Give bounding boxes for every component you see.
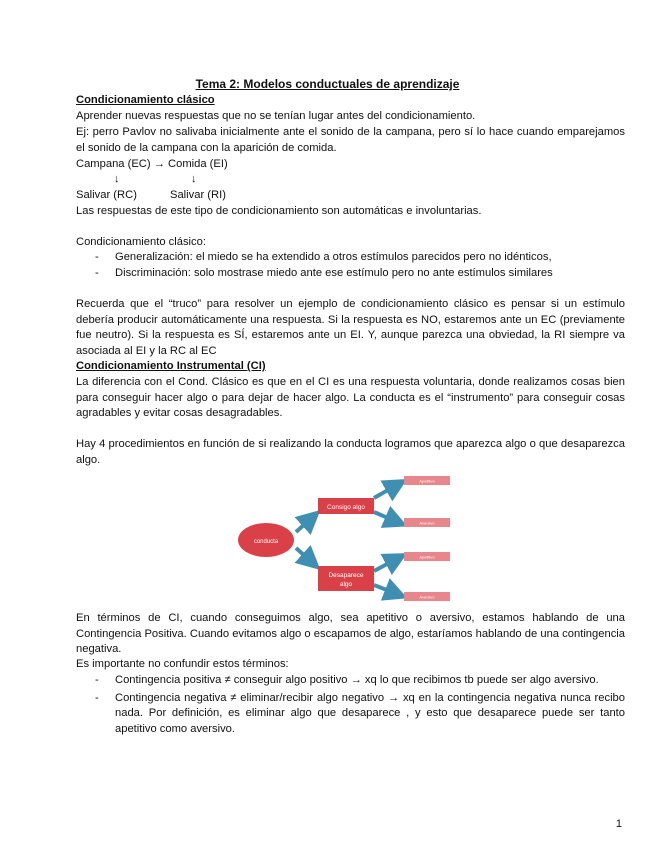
desaparece-label-2: algo <box>339 581 353 588</box>
paragraph: Es importante no confundir estos términos: <box>76 658 289 670</box>
paragraph: Aprender nuevas respuestas que no se tenían lugar antes del condicionamiento. <box>76 110 476 122</box>
section-heading-instrumental: Condicionamiento Instrumental (CI) <box>76 360 266 372</box>
bullet-list <box>95 250 625 281</box>
list-item: - Discriminación: solo mostrase miedo ante ese estímulo pero no ante estímulos similares <box>95 266 625 282</box>
page-title: Tema 2: Modelos conductuales de aprendizaje <box>195 77 460 91</box>
outcome-label: Aversivo <box>419 594 435 600</box>
list-intro: Condicionamiento clásico: <box>76 236 206 248</box>
outcome-label: Aversivo <box>419 520 435 526</box>
paragraph: Recuerda que el “truco” para resolver un ejemplo de condicionamiento clásico es pensar si un estímulo debería producir automáticamente una respuesta. Si la respuesta es NO, estaremos ante un EC (previamente fue neutro). Si la respuesta es SÍ, estaremos ante un EI. Y, aunque parezca una obviedad, la RI siempre va asociada al EI y la RC al EC <box>76 298 625 357</box>
scheme-right: Salivar (RI) <box>170 189 226 201</box>
bullet-list <box>95 673 625 737</box>
arrow-out-2 <box>374 512 402 524</box>
arrow-down-icon: ↓ <box>114 173 120 185</box>
arrow-out-4 <box>374 585 402 596</box>
arrow-down-icon: ↓ <box>191 173 197 185</box>
arrow-out-1 <box>374 482 402 498</box>
desaparece-label-1: Desaparece <box>328 572 364 579</box>
arrow-to-desaparece <box>296 548 316 566</box>
arrow-out-3 <box>374 556 402 571</box>
scheme-line: Campana (EC) → Comida (EI) <box>76 158 228 170</box>
paragraph: La diferencia con el Cond. Clásico es que en el CI es una respuesta voluntaria, donde realizamos cosas bien para conseguir hacer algo o para dejar de hacer algo. La conducta es el “instrumento” para conseguir cosas agradables y evitar cosas desagradables. <box>76 376 625 420</box>
conducta-label: conducta <box>253 539 279 545</box>
page-number: 1 <box>615 818 622 830</box>
list-item: - Contingencia negativa ≠ eliminar/recibir algo negativo → xq en la contingencia negativa nunca recibo nada. Por definición, es eliminar algo que desaparece , y esto que desaparece puede ser tanto apetitivo como aversivo. <box>95 691 625 738</box>
paragraph: Las respuestas de este tipo de condicionamiento son automáticas e involuntarias. <box>76 205 482 217</box>
paragraph: Ej: perro Pavlov no salivaba inicialmente ante el sonido de la campana, pero sí lo hace cuando emparejamos el sonido de la campana con la aparición de comida. <box>76 126 625 154</box>
consigo-algo-label: Consigo algo <box>327 504 365 511</box>
paragraph: En términos de CI, cuando conseguimos algo, sea apetitivo o aversivo, estamos hablando de una Contingencia Positiva. Cuando evitamos algo o escapamos de algo, estaríamos hablando de una contingencia negativa. <box>76 612 625 656</box>
section-heading-clasico: Condicionamiento clásico <box>76 94 215 106</box>
outcome-label: Apetitivo <box>419 478 435 484</box>
list-item: - Contingencia positiva ≠ conseguir algo positivo → xq lo que recibimos tb puede ser algo aversivo. <box>95 673 625 689</box>
contingency-diagram <box>238 468 458 608</box>
scheme-left: Salivar (RC) <box>76 189 137 201</box>
paragraph: Hay 4 procedimientos en función de si realizando la conducta logramos que aparezca algo o que desaparezca algo. <box>76 438 625 466</box>
list-item: - Generalización: el miedo se ha extendido a otros estímulos parecidos pero no idénticos, <box>95 250 625 266</box>
arrow-to-consigo <box>296 514 316 532</box>
outcome-label: Apetitivo <box>419 554 435 560</box>
